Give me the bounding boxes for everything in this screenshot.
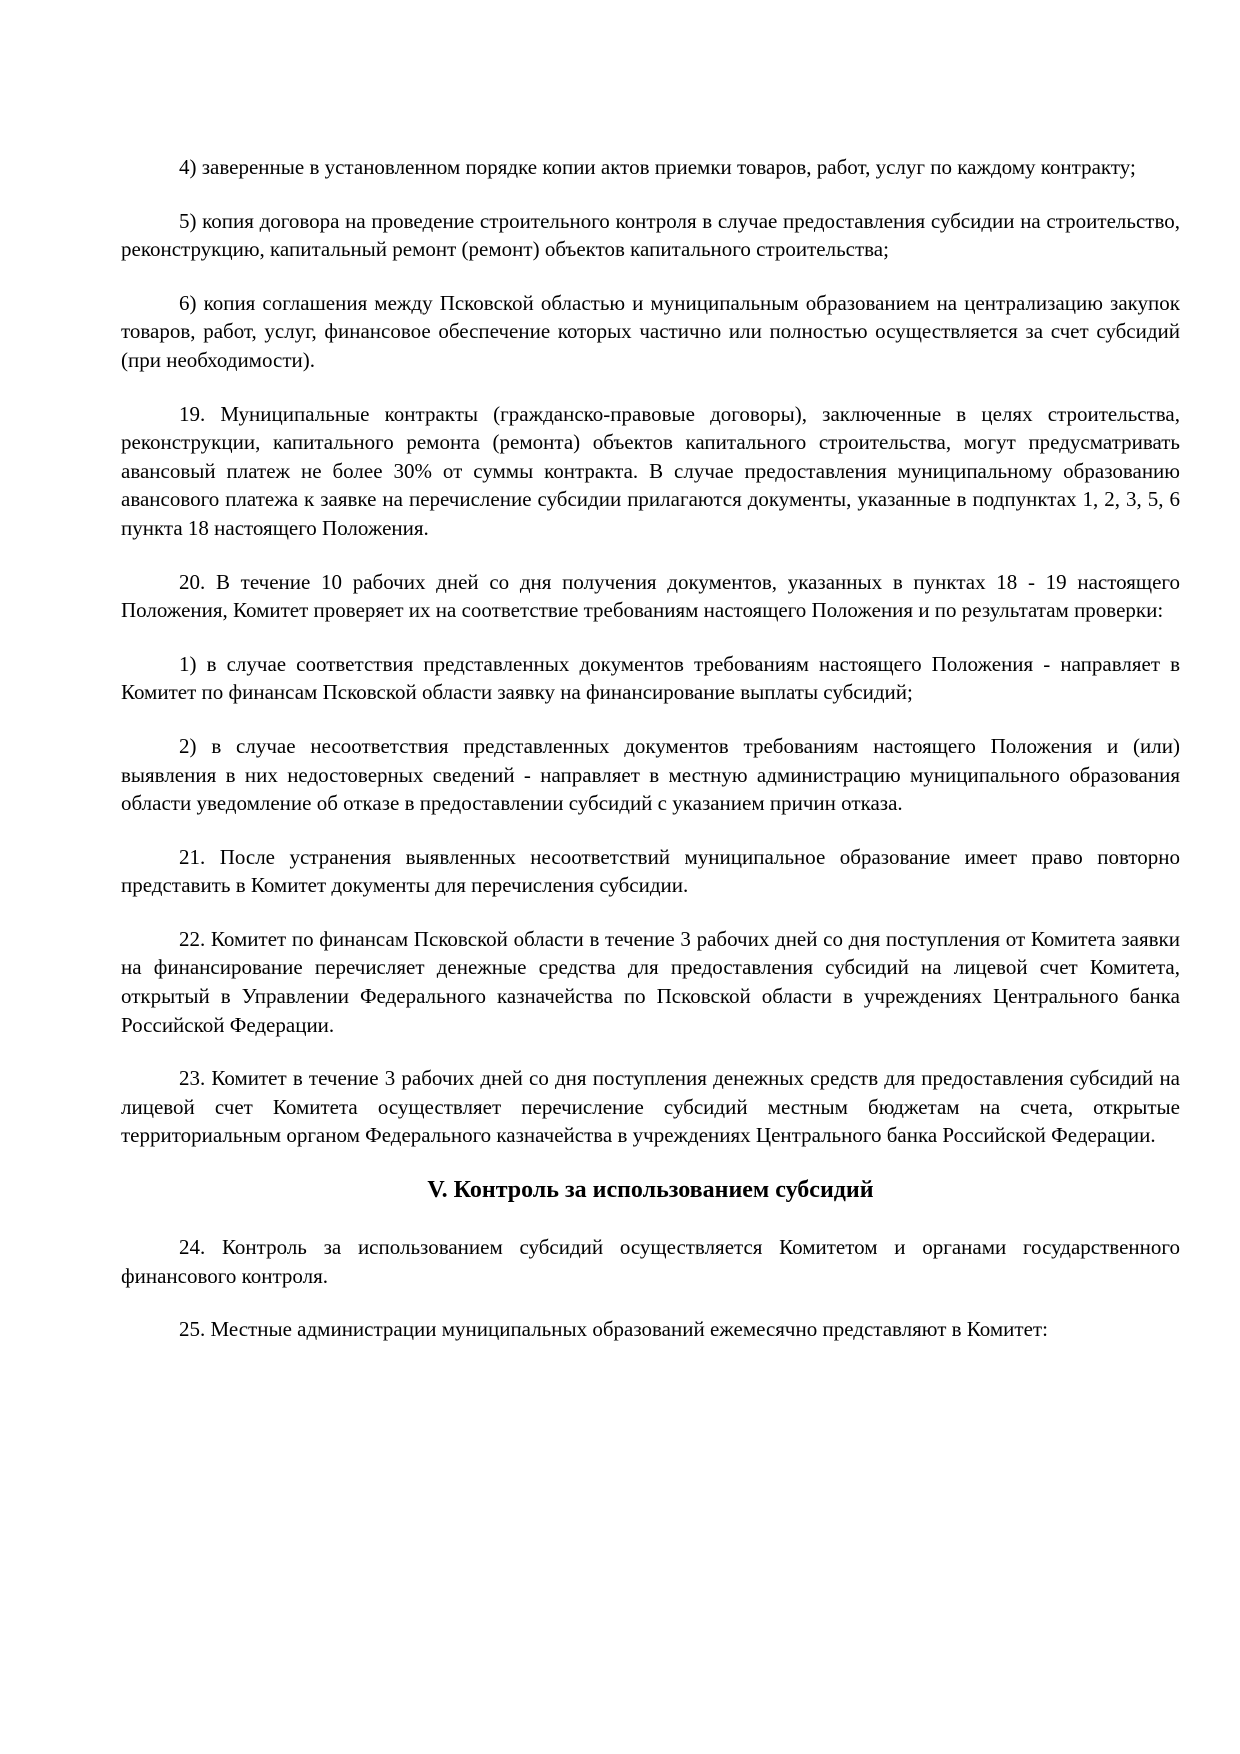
paragraph-22: 22. Комитет по финансам Псковской области в течение 3 рабочих дней со дня поступления от Комитета заявки на финансирование перечисляет денежные средства для предоставления субсидий на лицевой счет Комитета, открытый в Управлении Федерального казначейства по Псковской области в учреждениях Центрального банка Российской Федерации.: [121, 926, 1180, 1037]
document-page: [121, 153, 1180, 1369]
paragraph-24: 24. Контроль за использованием субсидий осуществляется Комитетом и органами государственного финансового контроля.: [121, 1235, 1180, 1288]
paragraph-20-item-1: 1) в случае соответствия представленных документов требованиям настоящего Положения - направляет в Комитет по финансам Псковской области заявку на финансирование выплаты субсидий;: [121, 651, 1180, 705]
paragraph-20-item-2: 2) в случае несоответствия представленных документов требованиям настоящего Положения и (или) выявления в них недостоверных сведений - направляет в местную администрацию муниципального образования области уведомление об отказе в предоставлении субсидий с указанием причин отказа.: [121, 733, 1180, 816]
paragraph-19: 19. Муниципальные контракты (гражданско-правовые договоры), заключенные в целях строительства, реконструкции, капитального ремонта (ремонта) объектов капитального строительства, могут предусматривать авансовый платеж не более 30% от суммы контракта. В случае предоставления муниципальному образованию авансового платежа к заявке на перечисление субсидии прилагаются документы, указанные в подпунктах 1, 2, 3, 5, 6 пункта 18 настоящего Положения.: [121, 401, 1180, 540]
paragraph-25: 25. Местные администрации муниципальных образований ежемесячно представляют в Комитет:: [179, 1317, 1048, 1342]
paragraph-item-4: 4) заверенные в установленном порядке копии актов приемки товаров, работ, услуг по каждому контракту;: [179, 155, 1136, 179]
section-heading: V. Контроль за использованием субсидий: [427, 1177, 874, 1204]
paragraph-item-5: 5) копия договора на проведение строительного контроля в случае предоставления субсидии на строительство, реконструкцию, капитальный ремонт (ремонт) объектов капитального строительства;: [121, 208, 1180, 262]
paragraph-item-6: 6) копия соглашения между Псковской областью и муниципальным образованием на централизацию закупок товаров, работ, услуг, финансовое обеспечение которых частично или полностью осуществляется за счет субсидий (при необходимости).: [121, 290, 1180, 372]
paragraph-21: 21. После устранения выявленных несоответствий муниципальное образование имеет право повторно представить в Комитет документы для перечисления субсидии.: [121, 844, 1180, 898]
paragraph-20: 20. В течение 10 рабочих дней со дня получения документов, указанных в пунктах 18 - 19 настоящего Положения, Комитет проверяет их на соответствие требованиям настоящего Положения и по результатам проверки:: [121, 569, 1180, 623]
paragraph-23: 23. Комитет в течение 3 рабочих дней со дня поступления денежных средств для предоставления субсидий на лицевой счет Комитета осуществляет перечисление субсидий местным бюджетам на счета, открытые территориальным органом Федерального казначейства в учреждениях Центрального банка Российской Федерации.: [121, 1066, 1180, 1148]
